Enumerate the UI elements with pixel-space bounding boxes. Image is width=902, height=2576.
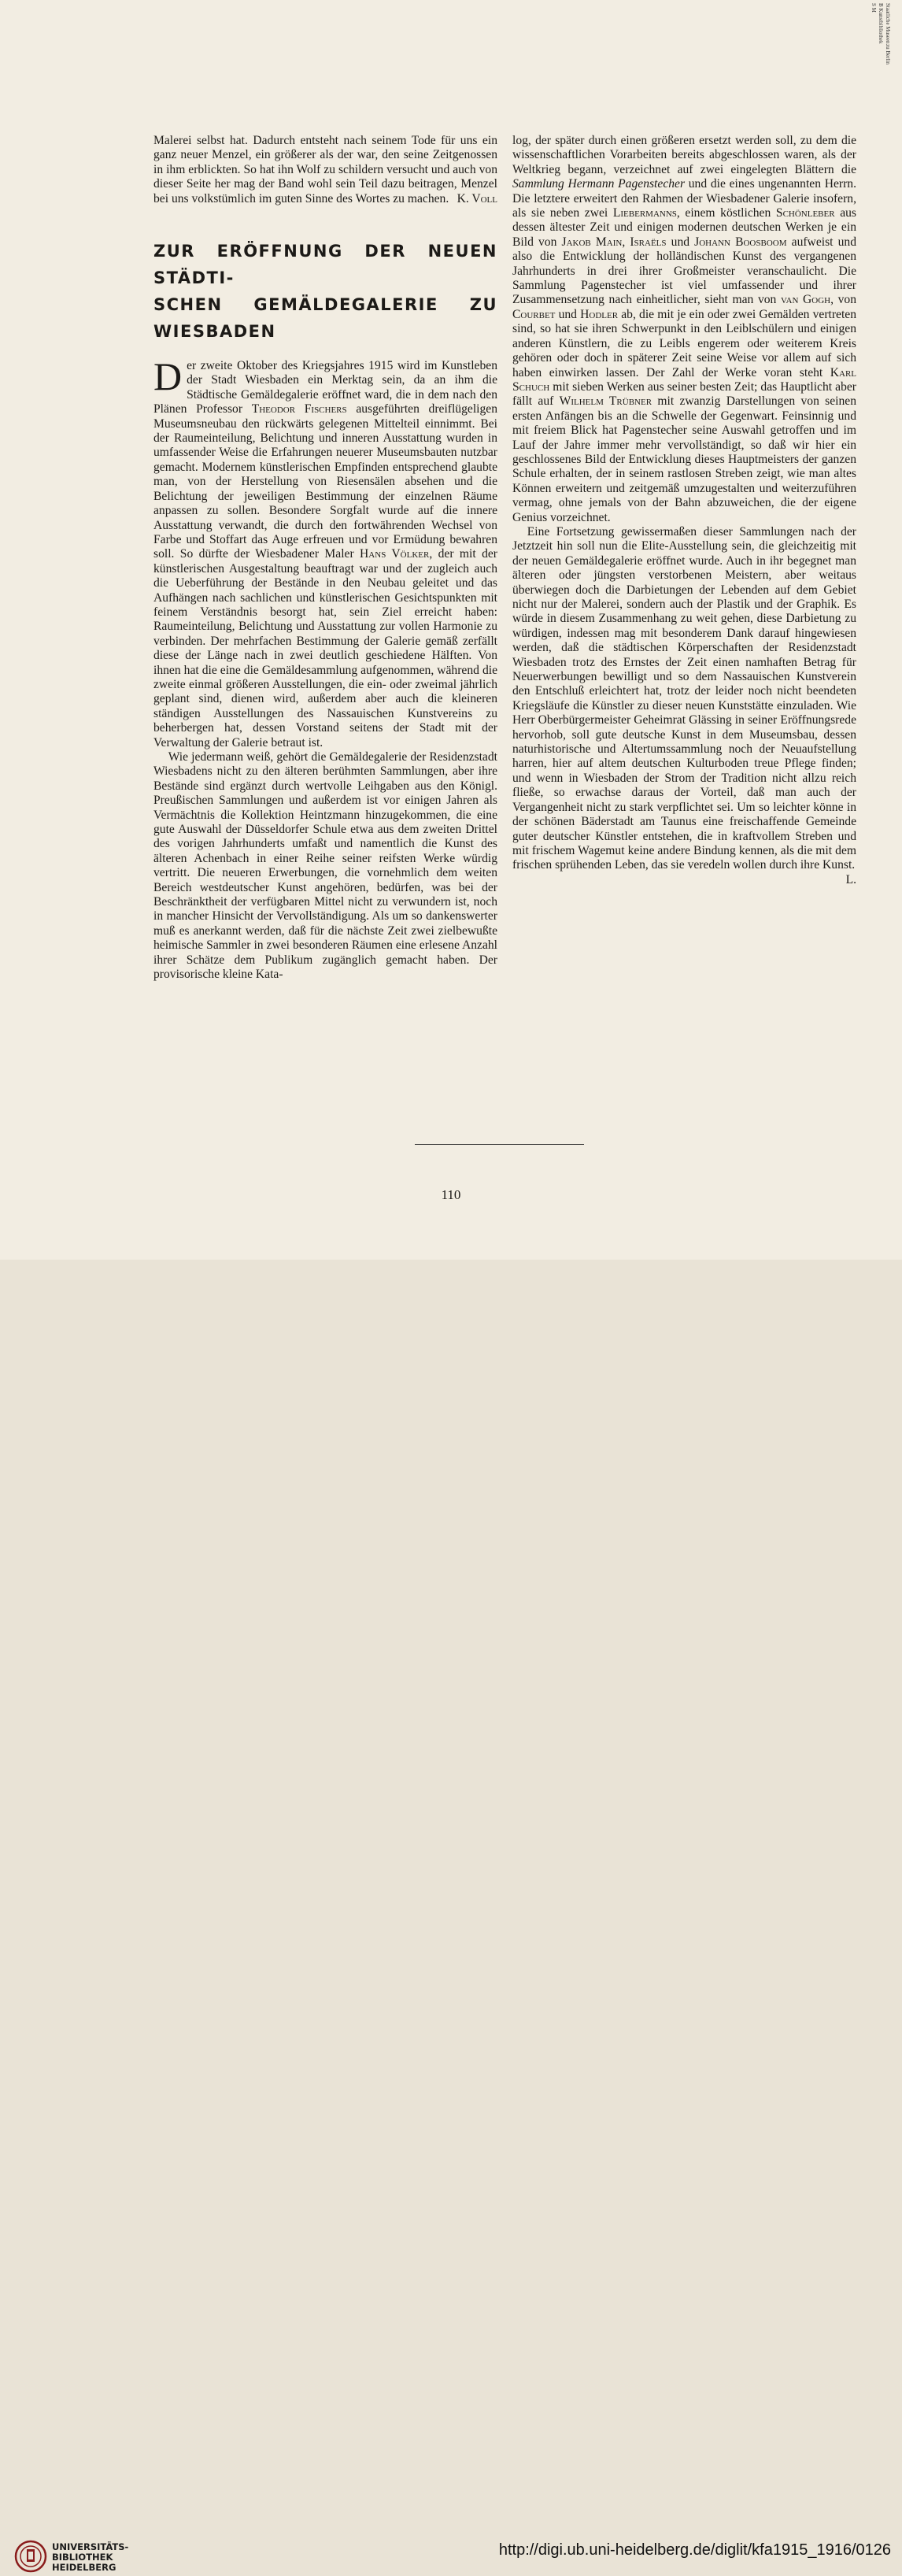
stamp-line: S M	[871, 3, 877, 13]
heidelberg-seal-icon	[14, 2540, 47, 2573]
stamp-line: B Kunstbibliothek	[878, 3, 884, 44]
paragraph-text: und	[555, 307, 581, 321]
article-paragraph	[512, 134, 856, 525]
paragraph-text: ausgeführten dreiflügeligen Museumsneubau den rückwärts gelegenen Mittelteil einnimmt. Bei der Raumeinteilung, Belichtung und inneren Ausstattung wurden in umfassender Weise die Erfahrungen neuerer Museumsbauten nutzbar gemacht. Modernem künstlerischen Empfinden entsprechend glaubte man, von der Herstellung von Riesensälen absehen und die Belichtung der jeweiligen Bestimmung der einzelnen Räume anpassen zu sollen. Besondere Sorgfalt wurde auf die innere Ausstattung verwandt, die durch den fortwährenden Wechsel von Farbe und Stoffart das Auge erfreuen und vor Ermüdung bewahren soll. So dürfte der Wiesbadener Maler	[153, 402, 498, 561]
article-paragraph	[512, 524, 856, 886]
paragraph-text: , einem köstlichen	[676, 206, 776, 220]
artist-name: Liebermanns	[612, 206, 677, 220]
artist-name: Johann Boosboom	[694, 235, 787, 249]
artist-name: Jakob Main	[561, 235, 623, 249]
article-paragraph	[153, 354, 498, 750]
heading-line: ZUR ERÖFFNUNG DER NEUEN STÄDTI-	[153, 242, 497, 288]
stamp-line: Staatliche Museen	[885, 3, 891, 44]
paragraph-text: , der mit der künstlerischen Ausgestaltung beauftragt war und der zugleich auch die Ueberführung der Bestände in den Neubau geleitet und das Aufhängen nach sachlichen und künstlerischen Gesichtspunkten mit feinem Verständnis besorgt hat, sein Ziel erreicht haben: Raumeinteilung, Belichtung und Ausstattung zur vollen Harmonie zu verbinden. Der mehrfachen Bestimmung der Galerie gemäß zerfällt diese der Länge nach in zwei deutlich geschiedene Hälften. Von ihnen hat die eine die Gemäldesammlung aufgenommen, während die zweite einmal größeren Ausstellungen, die ein- oder zweimal jährlich geplant sind, dienen wird, außerdem aber auch die kleineren ständigen Ausstellungen des Nassauischen Kunstvereins zu beherbergen hat, dessen Vorstand seitens der Stadt mit der Verwaltung der Galerie betraut ist.	[153, 547, 497, 749]
artist-name: Hodler	[580, 307, 619, 321]
right-column	[512, 134, 856, 887]
intro-paragraph	[153, 134, 497, 206]
collection-title: Sammlung Hermann Pagenstecher	[512, 177, 686, 191]
library-name-line: HEIDELBERG	[52, 2562, 116, 2573]
paragraph-text: und die eines ungenannten Herrn. Die letztere erweitert den Rahmen der Wiesbadener Galerie insofern, als sie neben zwei	[512, 177, 856, 220]
scanned-page	[0, 0, 902, 1260]
paragraph-text: er zweite Oktober des Kriegsjahres 1915 wird im Kunstleben der Stadt Wiesbaden ein Merktag sein, da an ihm die Städtische Gemäldegalerie eröffnet ward, die in dem nach den Plänen Professor	[153, 359, 497, 416]
paragraph-text: mit zwanzig Darstellungen von seinen ersten Anfängen bis an die Schwelle der Gegenwart. Feinsinnig und mit freiem Blick hat Pagenstecher seine Auswahl getroffen und im Lauf der Jahre immer mehr vervollständigt, so daß wir hier ein geschlossenes Bild der Entwicklung dieses Hauptmeisters der ganzen Schule erhalten, der in seinem rastlosen Streben zeigt, wie man altes Können erweitern und zeitgemäß umzugestalten und weiterzuführen vermag, ohne jemals von der Bahn abzuweichen, die der eigene Genius vorzeichnet.	[512, 394, 857, 524]
paragraph-text: , von	[830, 293, 856, 307]
library-name[interactable]	[52, 2542, 128, 2573]
heading-line: SCHEN GEMÄLDEGALERIE ZU WIESBADEN	[153, 295, 497, 342]
artist-name: Courbet	[512, 307, 556, 321]
source-url-link[interactable]: http://digi.ub.uni-heidelberg.de/diglit/kfa1915_1916/0126	[498, 2541, 891, 2559]
intro-text: Malerei selbst hat. Dadurch entsteht nach seinem Tode für uns ein ganz neuer Menzel, ein größerer als der war, den seine Zeitgenossen in ihm erblickten. So hat ihn Wolf zu schildern versucht und auch von dieser Seite her mag der Band wohl sein Teil dazu beitragen, Menzel bei uns volkstümlich im guten Sinne des Wortes zu machen.	[153, 134, 497, 205]
paragraph-text: mit sieben Werken aus seiner besten Zeit; das Hauptlicht aber fällt auf	[512, 379, 856, 409]
paragraph-text: ab, die mit je ein oder zwei Gemälden vertreten sind, so hat sie ihren Schwerpunkt in den Leiblschülern und einigen anderen Künstlern, die zu Leibls engerem oder weiterem Kreis gehören oder doch in späterer Zeit seine Weise vor allem auf sich haben einwirken lassen. Der Zahl der Werke voran steht	[512, 307, 857, 379]
paragraph-text: aus dessen ältester Zeit und einigen modernen deutschen Werken je ein Bild von	[512, 206, 856, 249]
article-paragraph: Wie jedermann weiß, gehört die Gemäldegalerie der Residenzstadt Wiesbadens nicht zu den älteren berühmten Sammlungen, aber ihre Bestände sind ergänzt durch wertvolle Leihgaben aus den Königl. Preußischen Sammlungen und außerdem ist vor einigen Jahren als Vermächtnis die Kollektion Heintzmann hinzugekommen, die eine gute Auswahl der Düsseldorfer Schule etwa aus dem zweiten Drittel des vorigen Jahrhunderts umfaßt und namentlich die Kunst des älteren Achenbach in einer Reihe seiner reifsten Werke würdig vertritt. Die neueren Erwerbungen, die vornehmlich dem weiten Bereich westdeutscher Kunst angehören, bedürfen, was bei der Beschränktheit der verfügbaren Mittel nicht zu verwundern ist, noch in mancher Hinsicht der Vervollständigung. Als um so dankenswerter muß es anerkannt werden, daß für die nächste Zeit zwei zielbewußte heimische Sammler in zwei besonderen Räumen eine erlesene Anzahl ihrer Schätze dem Publikum zugänglich gemacht haben. Der provisorische kleine Kata-	[153, 750, 497, 982]
end-rule	[415, 1144, 584, 1145]
library-name-line: UNIVERSITÄTS-	[52, 2541, 129, 2552]
artist-name: van Gogh	[780, 293, 831, 307]
paragraph-text: und	[666, 235, 695, 249]
paragraph-text: log, der später durch einen größeren ersetzt werden soll, zu dem die wissenschaftlichen Vorarbeiten bereits abgeschlossen waren, als der Weltkrieg begann, verzeichnet auf zwei eingelegten Blättern die	[512, 134, 856, 176]
person-name: Theodor Fischers	[251, 402, 347, 416]
artist-name: Israëls	[630, 235, 667, 249]
person-name: Hans Völker	[360, 547, 430, 561]
paragraph-text: aufweist und also die Entwicklung der holländischen Kunst des vergangenen Jahrhunderts in drei ihrer Großmeister veranschaulicht. Die Sammlung Pagenstecher ist viel umfassender und ihrer Zusammensetzung nach einheitlicher, sieht man von	[512, 235, 856, 307]
artist-name: Karl Schuch	[512, 365, 856, 394]
page-number: 110	[441, 1187, 461, 1202]
article-heading	[153, 238, 497, 345]
author-signature: L.	[845, 872, 856, 886]
artist-name: Schönleber	[775, 206, 835, 220]
drop-cap: D	[153, 354, 183, 399]
paragraph-text: ,	[622, 235, 630, 249]
library-name-line: BIBLIOTHEK	[52, 2552, 113, 2563]
paragraph-text: Eine Fortsetzung gewissermaßen dieser Sammlungen nach der Jetztzeit hin soll nun die Elite-Ausstellung sein, die gleichzeitig mit der neuen Gemäldegalerie eröffnet wurde. Auch in ihr begegnet man älteren oder jüngsten verstorbenen Meistern, aber weitaus überwiegen doch die Darbietungen der Lebenden auf dem Gebiet nicht nur der Malerei, sondern auch der Plastik und der Graphik. Es würde in diesem Zusammenhang zu weit gehen, diese Darbietung zu würdigen, indessen mag mit besonderem Dank darauf hingewiesen werden, daß die städtischen Körperschaften der Residenzstadt Wiesbaden trotz des Ernstes der Zeit einen namhaften Betrag für Neuerwerbungen bewilligt und so dem Nassauischen Kunstverein den Entschluß erleichtert hat, trotz der leider noch nicht beendeten Kriegsläufe die Künstler zu dieser neuen Kunststätte einzuladen. Wie Herr Oberbürgermeister Geheimrat Glässing in seiner Eröffnungsrede hervorhob, soll gute deutsche Kunst in dem Museumsbau, dessen naturhistorische und Altertumssammlung noch der Neuaufstellung harren, hier auf altem deutschen Kulturboden treue Pflege finden; und wenn in Wiesbaden der Strom der Tradition nicht allzu reich fließe, so erwachse daraus der Vorteil, daß man auch der Vergangenheit nicht zu stark verpflichtet sei. Um so leichter könne in der schönen Bäderstadt am Taunus eine freischaffende Gemeinde guter deutscher Künstler entstehen, die in kraftvollem Streben und mit frischem Wagemut keine andere Bindung kennen, als die mit dem frischen sprühenden Leben, das sie veredeln wollen durch ihre Kunst.	[512, 524, 856, 872]
author-signature: K. Voll	[457, 191, 497, 205]
artist-name: Wilhelm Trübner	[559, 394, 652, 409]
digitization-footer	[0, 1260, 902, 2573]
left-column	[153, 134, 497, 983]
library-stamp	[871, 3, 896, 64]
stamp-line: zu Berlin	[885, 43, 891, 65]
